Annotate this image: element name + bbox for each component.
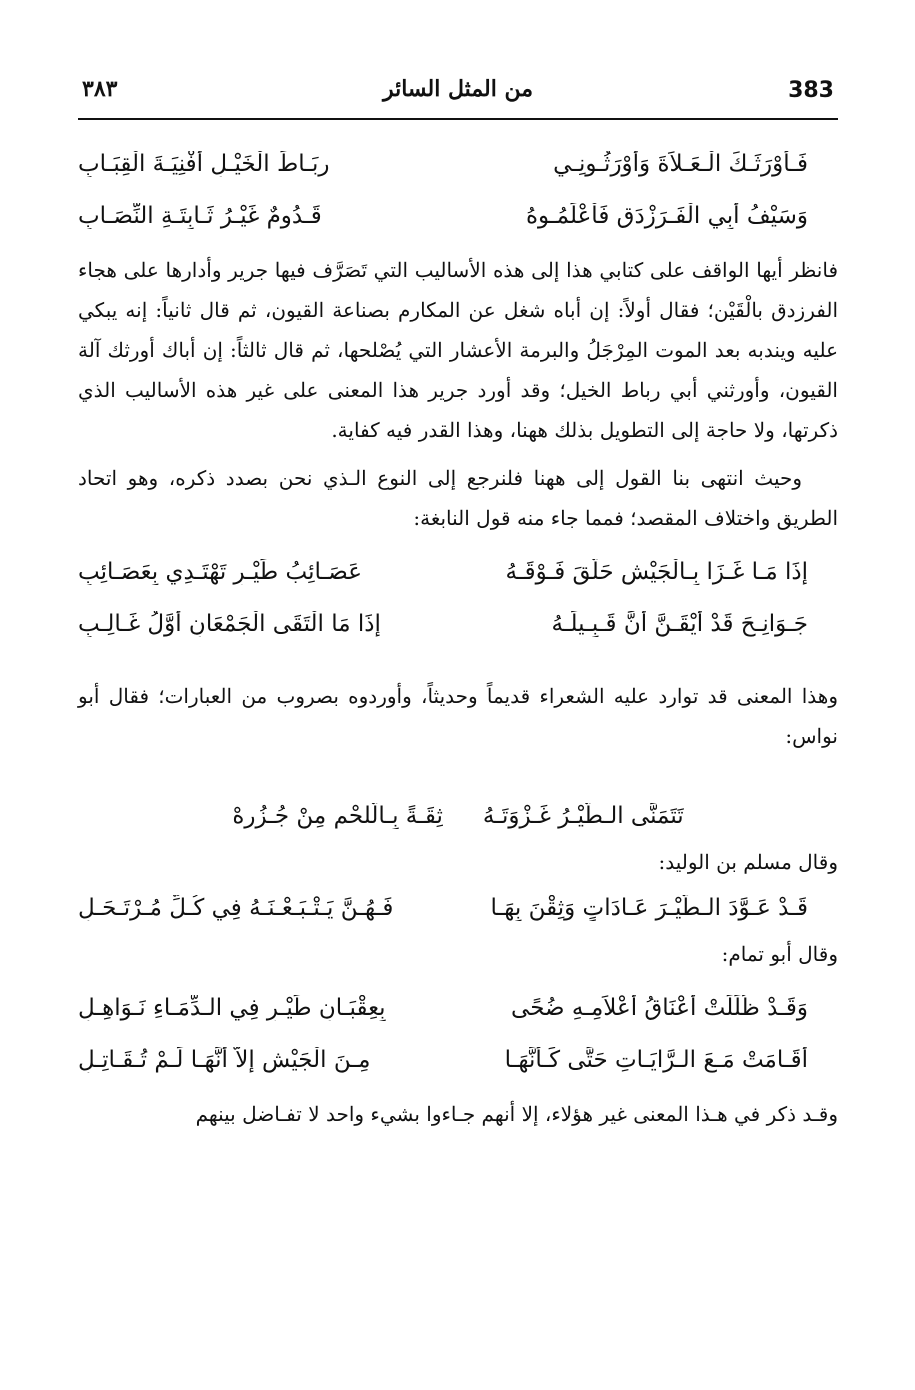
- verse-second-hemistich: مِـنَ الْجَيْشِ إِلاَّ أَنَّهَـا لَـمْ تُـقَـاتِـلِ: [78, 1047, 371, 1073]
- verse-first-hemistich: وَقَـدْ ظُلِّلَتْ أَعْنَاقُ أَعْلاَمِـهِ ضُحًى: [511, 995, 808, 1021]
- paragraph-abu-nuwas-intro: وهذا المعنى قد توارد عليه الشعراء قديماً وحديثاً، وأوردوه بصروب من العبارات؛ فقال أبو نواس:: [78, 684, 838, 748]
- verse-first-hemistich: إِذَا مَـا غَـزَا بِـالْجَيْشِ حَلَّقَ فَـوْقَـهُ: [505, 559, 808, 585]
- page-number-arabic: ٣٨٣: [82, 76, 118, 102]
- verse-line: [78, 982, 838, 1034]
- verse-block-nabigha: [78, 546, 838, 650]
- paragraph-transition: وحيث انتهى بنا القول إلى ههنا فلنرجع إلى النوع الـذي نحن بصدد ذكره، وهو اتحاد الطريق واختلاف المقصد؛ فمما جاء منه قول النابغة:: [78, 466, 838, 530]
- verse-first-hemistich: تَتَمَنَّى الـطَّيْـرُ غَـزْوَتَـهُ: [482, 803, 684, 829]
- header-rule: [78, 118, 838, 120]
- verse-line-muslim: [78, 882, 838, 934]
- verse-second-hemistich: عَصَـائِبُ طَيْـرٍ تَهْتَـدِي بِعَصَـائِبِ: [78, 559, 362, 585]
- verse-line: [78, 546, 838, 598]
- verse-first-hemistich: أَقَـامَتْ مَـعَ الـرَّايَـاتِ حَتَّى كَـأَنَّهَـا: [504, 1047, 808, 1073]
- page-body: [78, 130, 838, 1134]
- page-header: [78, 72, 838, 116]
- verse-second-hemistich: بِعِقْبَـانِ طَيْـرٍ فِي الـدِّمَـاءِ نَـوَاهِـلِ: [78, 995, 386, 1021]
- verse-first-hemistich: فَـأَوْرَثَـكَ الْـعَـلاَةَ وَأَوْرَثُـونِـي: [553, 151, 808, 177]
- paragraph-analysis: فانظر أيها الواقف على كتابي هذا إلى هذه الأساليب التي تَصَرَّف فيها جرير وأدارها على هجاء الفرزدق بالْقَيْن؛ فقال أولاً: إن أباه شغل عن المكارم بصناعة القيون، ثم قال ثانياً: إنه يبكي عليه ويندبه بعد الموت المِرْجَلُ والبرمة الأعشار التي يُصْلحها، ثم قال ثالثاً: إن أباك أورثك آلة القيون، وأورثني أبي رباط الخيل؛ وقد أورد جرير هذا المعنى على غير هذه الأساليب الذي ذكرتها، ولا حاجة إلى التطويل بذلك ههنا، وهذا القدر فيه كفاية.: [78, 258, 838, 442]
- page-number-latin: 383: [788, 78, 834, 103]
- verse-block-abu-tammam: [78, 982, 838, 1086]
- verse-second-hemistich: رِبَـاطَ الْخَيْـلِ أَفْنِيَـةَ الْقِبَـابِ: [78, 151, 330, 177]
- verse-block-jarir: [78, 138, 838, 242]
- verse-line: [78, 138, 838, 190]
- verse-second-hemistich: ثِقَـةً بِـالَّلحْمِ مِنْ جُـزُرِهْ: [232, 803, 443, 829]
- verse-first-hemistich: قَـدْ عَـوَّدَ الـطَّيْـرَ عَـادَاتٍ وَثِقْنَ بِهَـا: [490, 895, 808, 921]
- verse-line-abu-nuwas: [78, 790, 838, 842]
- verse-second-hemistich: إِذَا مَا الْتَقَى الْجَمْعَانِ أَوَّلُ غَـالِـبِ: [78, 611, 381, 637]
- verse-second-hemistich: قَـدُومٌ غَيْـرُ ثَـابِتَـةِ النِّصَـابِ: [78, 203, 322, 229]
- paragraph-abu-tammam-intro: وقال أبو تمام:: [721, 942, 838, 966]
- running-title: من المثل السائر: [382, 76, 534, 102]
- paragraph-closing: وقـد ذكر في هـذا المعنى غير هؤلاء، إلا أنهم جـاءوا بشيء واحد لا تفـاضل بينهم: [195, 1102, 838, 1126]
- verse-first-hemistich: جَـوَانِـحَ قَدْ أَيْقَـنَّ أَنَّ قَـبِـيلَـهُ: [551, 611, 808, 637]
- paragraph-muslim-intro: وقال مسلم بن الوليد:: [658, 850, 838, 874]
- verse-second-hemistich: فَـهُـنَّ يَـتْـبَـعْـنَـهُ فِي كُـلِّ مُـرْتَـحَـلِ: [78, 895, 394, 921]
- verse-line: [78, 1034, 838, 1086]
- verse-line: [78, 190, 838, 242]
- verse-line: [78, 598, 838, 650]
- verse-first-hemistich: وَسَيْفُ أَبِي الْفَـرَزْدَقِ فَاْعْلَمُـوهُ: [526, 203, 808, 229]
